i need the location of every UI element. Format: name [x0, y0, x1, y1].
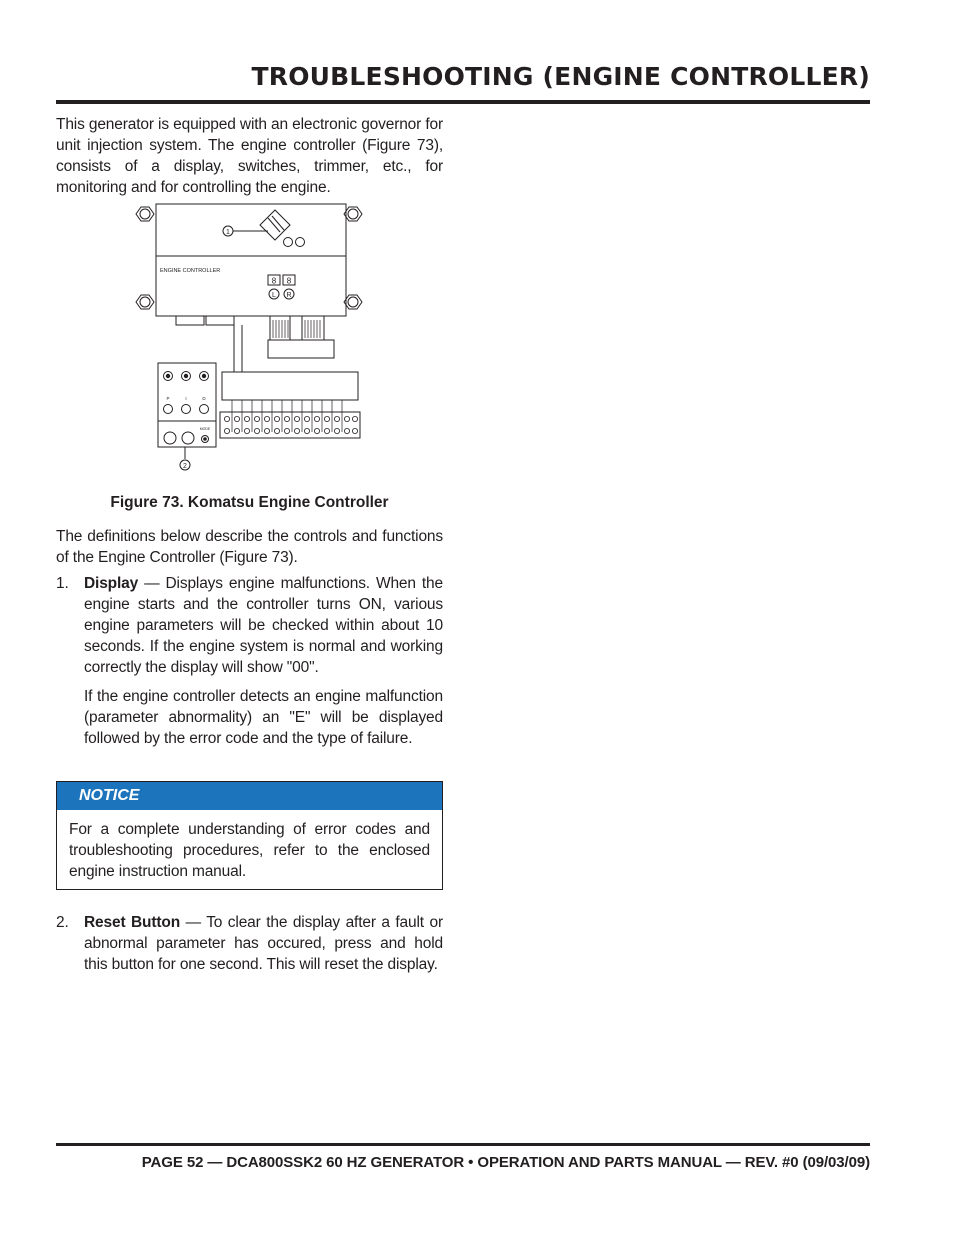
intro-paragraph: This generator is equipped with an electronic governor for unit injection system. The engine controller (Figure 73), consists of a display, switches, trimmer, etc., for monitoring and for controlling the engine.: [56, 116, 443, 196]
list-item-term: Reset Button: [84, 914, 181, 931]
svg-text:8: 8: [271, 276, 277, 286]
svg-text:MODE: MODE: [199, 427, 211, 431]
definitions-intro: The definitions below describe the controls and functions of the Engine Controller (Figure 73).: [56, 528, 443, 566]
svg-text:L: L: [272, 292, 276, 299]
unit-label: ENGINE CONTROLLER: [160, 268, 221, 274]
page-footer: PAGE 52 — DCA800SSK2 60 HZ GENERATOR • OPERATION AND PARTS MANUAL — REV. #0 (09/03/09): [141, 1154, 870, 1171]
page-title: TROUBLESHOOTING (ENGINE CONTROLLER): [251, 62, 870, 91]
list-item-number: 1.: [56, 575, 69, 592]
list-item-extra: If the engine controller detects an engine malfunction (parameter abnormality) an "E" will be displayed followed by the error code and the type of failure.: [84, 688, 443, 747]
notice-label: NOTICE: [57, 782, 442, 810]
svg-text:I: I: [185, 396, 187, 401]
controller-housing: [156, 204, 346, 316]
list-item: [56, 912, 443, 975]
notice-text: For a complete understanding of error codes and troubleshooting procedures, refer to the enclosed engine instruction manual.: [69, 821, 430, 880]
list-item-text: — To clear the display after a fault or abnormal parameter has occured, press and hold this button for one second. This will reset the display.: [84, 914, 443, 973]
header-rule: [56, 100, 870, 104]
svg-text:8: 8: [286, 276, 292, 286]
engine-controller-figure: [130, 200, 370, 480]
svg-text:1: 1: [226, 229, 230, 236]
mounting-nut-icon: [136, 207, 362, 309]
svg-text:2: 2: [183, 463, 187, 470]
figure-caption: Figure 73. Komatsu Engine Controller: [110, 494, 389, 511]
svg-text:P: P: [166, 396, 170, 401]
list-item: [56, 573, 443, 749]
diamond-emblem-icon: [260, 210, 290, 240]
list-item-text: — Displays engine malfunctions. When the engine starts and the controller turns ON, various engine parameters will be checked within about 10 seconds. If the engine system is normal and working correctly the display will show "00".: [84, 575, 443, 676]
list-item-number: 2.: [56, 914, 69, 931]
footer-rule: [56, 1143, 870, 1146]
svg-text:D: D: [202, 396, 206, 401]
svg-text:R: R: [286, 292, 292, 299]
notice-box: [56, 781, 443, 890]
list-item-term: Display: [84, 575, 139, 592]
